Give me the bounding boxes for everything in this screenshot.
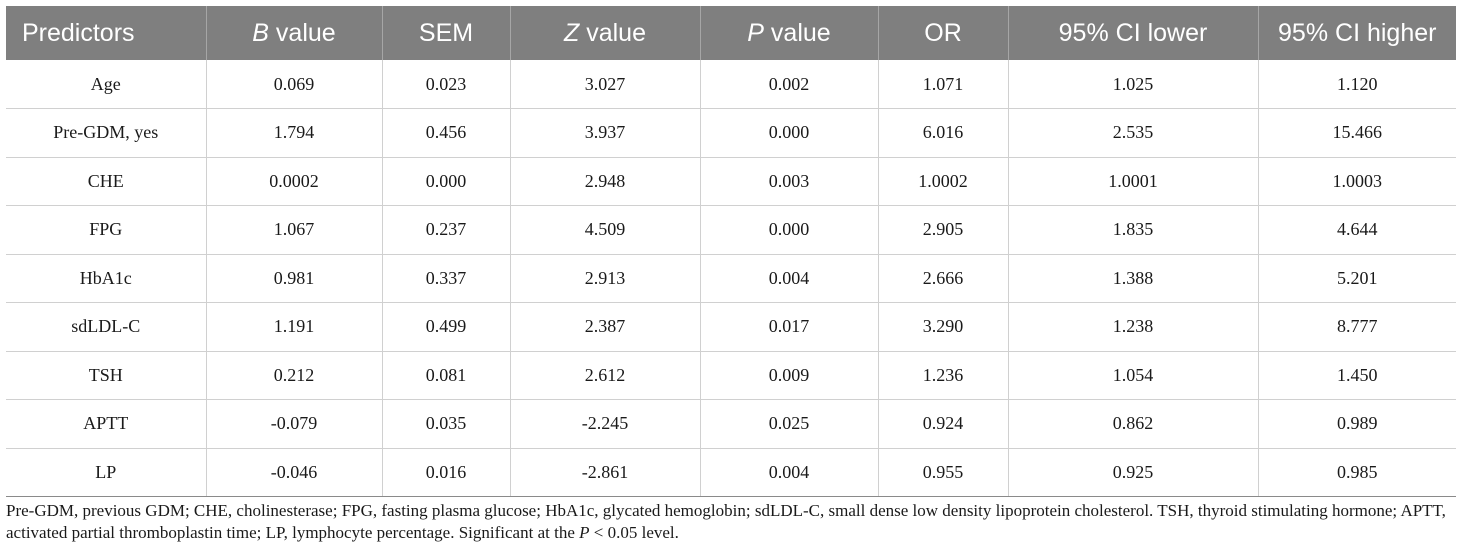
column-header [382,6,510,60]
table-cell: 1.450 [1258,351,1456,400]
column-header-label: 95% CI higher [1278,18,1437,47]
table-cell: 1.236 [878,351,1008,400]
table-row [6,400,1456,449]
table-cell: -2.861 [510,448,700,497]
table-row [6,109,1456,158]
column-header [510,6,700,60]
column-header-label: SEM [418,18,474,47]
table-row [6,157,1456,206]
table-cell: 0.981 [206,254,382,303]
table-cell: 1.025 [1008,60,1258,109]
table-cell: 0.069 [206,60,382,109]
column-header-label: 95% CI lower [1058,18,1208,47]
predictors-table [6,6,1456,497]
table-cell: 1.120 [1258,60,1456,109]
column-header [1008,6,1258,60]
table-cell: 1.0001 [1008,157,1258,206]
predictor-name-cell: Age [6,60,206,109]
table-cell: 0.000 [382,157,510,206]
table-cell: 5.201 [1258,254,1456,303]
column-header [6,6,206,60]
table-cell: 4.509 [510,206,700,255]
table-cell: 0.025 [700,400,878,449]
predictor-name-cell: Pre-GDM, yes [6,109,206,158]
table-footnote [6,500,1456,544]
table-body [6,60,1456,497]
table-cell: 0.989 [1258,400,1456,449]
table-cell: 3.027 [510,60,700,109]
table-row [6,206,1456,255]
table-cell: 2.387 [510,303,700,352]
table-cell: 1.054 [1008,351,1258,400]
table-cell: 2.948 [510,157,700,206]
table-row [6,60,1456,109]
table-cell: 0.002 [700,60,878,109]
column-header [700,6,878,60]
table-cell: 15.466 [1258,109,1456,158]
table-header [6,6,1456,60]
table-cell: 8.777 [1258,303,1456,352]
predictor-name-cell: sdLDL-C [6,303,206,352]
table-cell: 0.955 [878,448,1008,497]
table-cell: 2.905 [878,206,1008,255]
predictor-name-cell: HbA1c [6,254,206,303]
column-header-label: value [268,18,336,47]
table-cell: 1.0002 [878,157,1008,206]
table-cell: 0.499 [382,303,510,352]
table-cell: 0.009 [700,351,878,400]
table-cell: 4.644 [1258,206,1456,255]
table-cell: 0.000 [700,206,878,255]
footnote-italic-p: P [579,523,590,542]
table-row [6,448,1456,497]
column-header-label: value [579,18,646,47]
table-cell: 0.017 [700,303,878,352]
table-cell: 0.003 [700,157,878,206]
table-cell: 1.191 [206,303,382,352]
table-cell: -0.046 [206,448,382,497]
footnote-text: Pre-GDM, previous GDM; CHE, cholinesterase; FPG, fasting plasma glucose; HbA1c, glycated hemoglobin; sdLDL-C, small dense low density lipoprotein cholesterol. TSH, thyroid stimulating hormone; APTT, activated partial thromboplastin time; LP, lymphocyte percentage. Significant at the [6,501,1446,542]
table-cell: 0.081 [382,351,510,400]
table-cell: 6.016 [878,109,1008,158]
predictor-name-cell: APTT [6,400,206,449]
table-cell: 0.925 [1008,448,1258,497]
table-cell: 0.985 [1258,448,1456,497]
table-cell: 0.237 [382,206,510,255]
table-cell: 0.212 [206,351,382,400]
column-header-label: value [763,18,831,47]
table-cell: 3.290 [878,303,1008,352]
table-row [6,303,1456,352]
column-header-symbol: Z [564,18,580,47]
table-cell: 2.913 [510,254,700,303]
table-row [6,254,1456,303]
table-row [6,351,1456,400]
table-cell: 0.0002 [206,157,382,206]
predictor-name-cell: FPG [6,206,206,255]
table-cell: 0.924 [878,400,1008,449]
column-header-label: OR [924,18,962,47]
column-header [206,6,382,60]
table-cell: -2.245 [510,400,700,449]
column-header [878,6,1008,60]
predictor-name-cell: CHE [6,157,206,206]
table-cell: 0.004 [700,254,878,303]
table-cell: 1.0003 [1258,157,1456,206]
predictor-name-cell: LP [6,448,206,497]
table-cell: 1.388 [1008,254,1258,303]
table-cell: 2.535 [1008,109,1258,158]
table-cell: 0.456 [382,109,510,158]
regression-table-container [6,6,1456,497]
table-cell: 1.794 [206,109,382,158]
column-header [1258,6,1456,60]
table-cell: 1.835 [1008,206,1258,255]
column-header-label: Predictors [22,18,135,47]
table-cell: 0.862 [1008,400,1258,449]
table-cell: 0.337 [382,254,510,303]
table-cell: 0.035 [382,400,510,449]
table-cell: 0.016 [382,448,510,497]
column-header-symbol: B [252,18,269,47]
footnote-text-end: < 0.05 level. [589,523,679,542]
header-row [6,6,1456,60]
table-cell: 0.004 [700,448,878,497]
table-cell: 1.238 [1008,303,1258,352]
table-cell: 0.000 [700,109,878,158]
predictor-name-cell: TSH [6,351,206,400]
table-cell: 1.071 [878,60,1008,109]
table-cell: 2.612 [510,351,700,400]
table-cell: 1.067 [206,206,382,255]
table-cell: -0.079 [206,400,382,449]
column-header-symbol: P [747,18,764,47]
table-cell: 3.937 [510,109,700,158]
table-cell: 2.666 [878,254,1008,303]
table-cell: 0.023 [382,60,510,109]
